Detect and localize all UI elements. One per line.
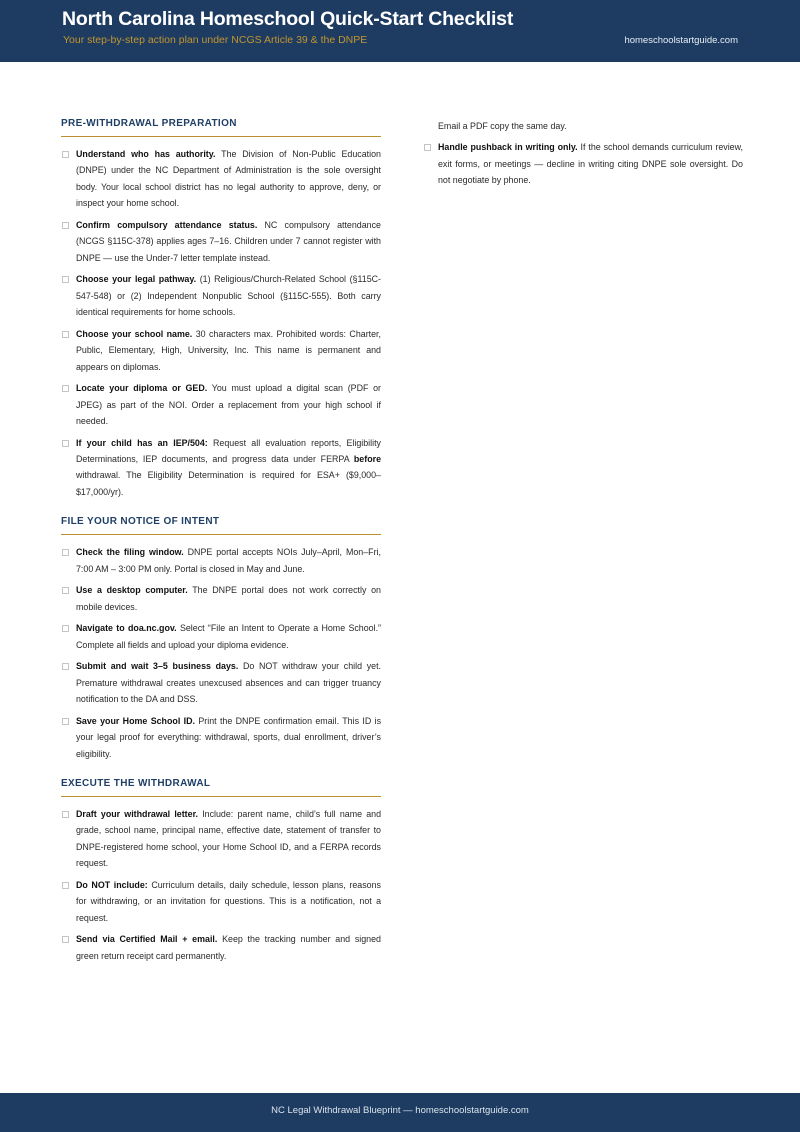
checkbox-icon[interactable] <box>62 936 69 943</box>
item-lead: Check the filing window. <box>76 547 184 558</box>
checkbox-icon[interactable] <box>62 625 69 632</box>
section-pre-withdrawal-preparation <box>61 118 381 500</box>
footer-text: NC Legal Withdrawal Blueprint — homeschoolstartguide.com <box>271 1105 529 1116</box>
item-lead: If your child has an IEP/504: <box>76 437 208 448</box>
section-heading: PRE-WITHDRAWAL PREPARATION <box>61 118 237 129</box>
item-body: Select “File an Intent to Operate a Home School.” Complete all fields and upload your diploma evidence. <box>76 623 381 650</box>
page-footer-band <box>0 1093 800 1132</box>
checklist-item[interactable] <box>61 217 381 266</box>
section-heading: EXECUTE THE WITHDRAWAL <box>61 778 211 789</box>
checklist-item[interactable] <box>61 806 381 872</box>
item-lead: Choose your legal pathway. <box>76 274 197 285</box>
item-lead: Submit and wait 3–5 business days. <box>76 661 239 672</box>
checklist-item[interactable] <box>61 271 381 320</box>
checklist-item[interactable] <box>61 620 381 653</box>
checkbox-icon[interactable] <box>62 663 69 670</box>
right-column <box>423 118 743 189</box>
page-header-band <box>0 0 800 62</box>
section-divider <box>61 796 381 797</box>
section-execute-the-withdrawal <box>61 778 381 964</box>
checklist-item[interactable] <box>61 931 381 964</box>
item-lead: Confirm compulsory attendance status. <box>76 219 258 230</box>
checkbox-icon[interactable] <box>62 331 69 338</box>
checkbox-icon[interactable] <box>62 385 69 392</box>
continuation-text: Email a PDF copy the same day. <box>438 121 567 131</box>
item-body: 30 characters max. Prohibited words: Charter, Public, Elementary, High, University, Inc. This name is permanent and appears on diplomas. <box>76 328 381 372</box>
checklist-item[interactable] <box>61 877 381 926</box>
checklist-item[interactable] <box>61 544 381 577</box>
checklist-item[interactable] <box>61 380 381 429</box>
item-body: If the school demands curriculum review, exit forms, or meetings — decline in writing citing DNPE sole oversight. Do not negotiate by phone. <box>438 142 744 186</box>
item-body: Keep the tracking number and signed green return receipt card permanently. <box>76 934 381 961</box>
item-lead: Send via Certified Mail + email. <box>76 934 218 945</box>
checklist-item[interactable] <box>61 146 381 212</box>
checkbox-icon[interactable] <box>62 549 69 556</box>
item-body: You must upload a digital scan (PDF or JPEG) as part of the NOI. Order a replacement from your high school if needed. <box>76 383 381 427</box>
item-body: Curriculum details, daily schedule, lesson plans, reasons for withdrawing, or an invitation for questions. This is a notification, not a request. <box>76 879 381 923</box>
item-lead: Use a desktop computer. <box>76 585 188 596</box>
checkbox-icon[interactable] <box>424 144 431 151</box>
checklist-item[interactable] <box>61 582 381 615</box>
item-body: (1) Religious/Church-Related School (§115C-547-548) or (2) Independent Nonpublic School (§115C-555). Both carry identical requirements for home schools. <box>76 274 381 318</box>
checkbox-icon[interactable] <box>62 151 69 158</box>
item-lead: Draft your withdrawal letter. <box>76 809 199 819</box>
item-lead: Handle pushback in writing only. <box>438 142 578 153</box>
left-column <box>61 118 381 964</box>
checkbox-icon[interactable] <box>62 440 69 447</box>
section-file-your-notice-of-intent <box>61 516 381 762</box>
section-divider <box>61 534 381 535</box>
checkbox-icon[interactable] <box>62 811 69 818</box>
checklist-item[interactable] <box>61 713 381 762</box>
checkbox-icon[interactable] <box>62 222 69 229</box>
item-body: The Division of Non-Public Education (DNPE) under the NC Department of Administration is the sole oversight body. Your local school district has no legal authority to approve, deny, or inspect your home school. <box>76 149 381 209</box>
section-heading: FILE YOUR NOTICE OF INTENT <box>61 516 220 528</box>
item-lead: Do NOT include: <box>76 879 148 890</box>
checklist-item[interactable] <box>61 435 381 501</box>
checklist-item[interactable] <box>61 658 381 707</box>
item-lead: Understand who has authority. <box>76 149 216 159</box>
checkbox-icon[interactable] <box>62 718 69 725</box>
item-body-post: withdrawal. The Eligibility Determination is required for ESA+ ($9,000–$17,000/yr). <box>76 470 381 497</box>
checklist-item[interactable] <box>61 326 381 375</box>
item-body: Do NOT withdraw your child yet. Premature withdrawal creates unexcused absences and can trigger truancy notification to the DA and DSS. <box>76 661 381 705</box>
checkbox-icon[interactable] <box>62 587 69 594</box>
item-body: Include: parent name, child’s full name and grade, school name, principal name, effective date, statement of transfer to DNPE-registered home school, your Home School ID, and a FERPA records request. <box>76 809 382 869</box>
page-title: North Carolina Homeschool Quick-Start Checklist <box>62 8 514 30</box>
checkbox-icon[interactable] <box>62 882 69 889</box>
item-body: DNPE portal accepts NOIs July–April, Mon–Fri, 7:00 AM – 3:00 PM only. Portal is closed in May and June. <box>76 547 381 574</box>
item-body: The DNPE portal does not work correctly on mobile devices. <box>76 585 381 612</box>
item-lead: Locate your diploma or GED. <box>76 383 208 394</box>
checkbox-icon[interactable] <box>62 276 69 283</box>
item-lead: Save your Home School ID. <box>76 715 195 726</box>
page-subtitle: Your step-by-step action plan under NCGS Article 39 & the DNPE <box>63 34 368 46</box>
item-lead: Choose your school name. <box>76 328 193 339</box>
header-site-url: homeschoolstartguide.com <box>624 35 738 46</box>
item-lead: Navigate to doa.nc.gov. <box>76 623 177 634</box>
item-body-pre: Request all evaluation reports, Eligibility Determinations, IEP documents, and progress data under FERPA <box>76 437 381 464</box>
item-body-emphasis: before <box>353 453 381 464</box>
checklist-item[interactable] <box>423 139 743 188</box>
item-body: Print the DNPE confirmation email. This ID is your legal proof for everything: withdrawal, sports, dual enrollment, driver’s eligibility. <box>76 715 382 759</box>
section-divider <box>61 136 381 137</box>
item-body: NC compulsory attendance (NCGS §115C-378) applies ages 7–16. Children under 7 cannot register with DNPE — use the Under-7 letter template instead. <box>76 219 381 263</box>
